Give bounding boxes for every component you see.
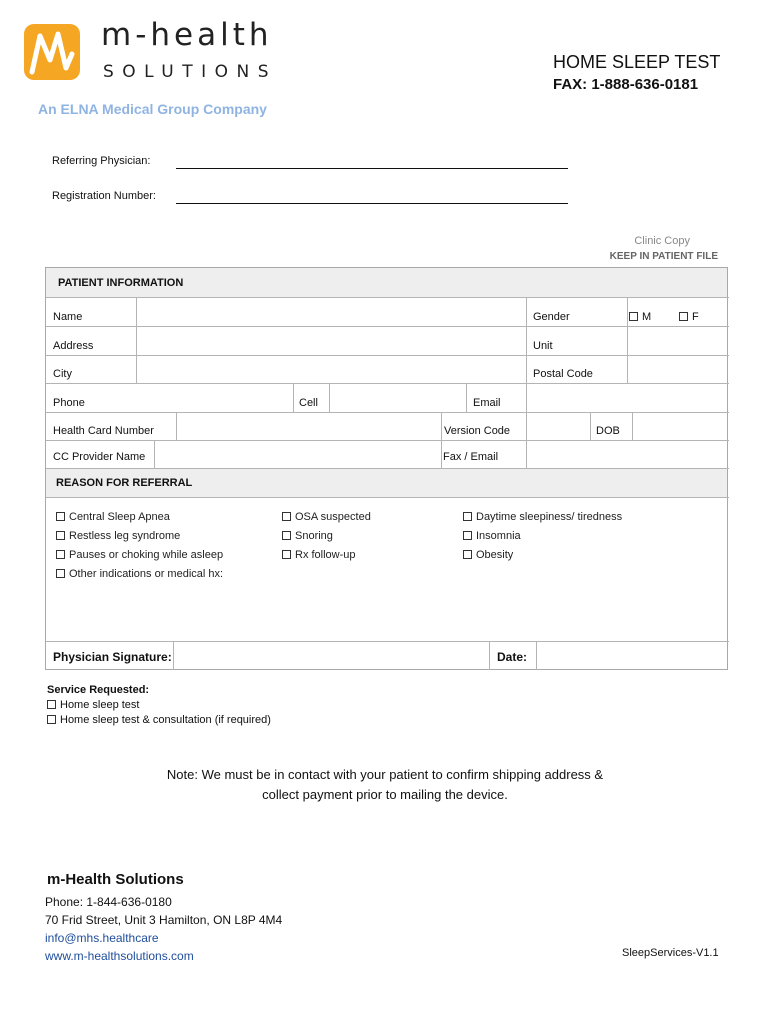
- note-line-1: Note: We must be in contact with your patient to confirm shipping address &: [166, 767, 604, 782]
- gender-label: Gender: [533, 311, 570, 323]
- keep-in-file-label: KEEP IN PATIENT FILE: [609, 251, 718, 262]
- dob-label: DOB: [596, 425, 620, 437]
- reason-restless-leg[interactable]: Restless leg syndrome: [56, 530, 180, 542]
- brand-subtitle: SOLUTIONS: [103, 62, 278, 82]
- phone-input[interactable]: [137, 384, 292, 411]
- reason-pauses-choking[interactable]: Pauses or choking while asleep: [56, 549, 223, 561]
- contact-address: 70 Frid Street, Unit 3 Hamilton, ON L8P 4M4: [45, 913, 283, 927]
- reason-central-sleep-apnea[interactable]: Central Sleep Apnea: [56, 511, 170, 523]
- checkbox-icon[interactable]: [463, 512, 472, 521]
- reason-insomnia[interactable]: Insomnia: [463, 530, 521, 542]
- service-requested-title: Service Requested:: [47, 684, 150, 696]
- reason-daytime-sleepiness[interactable]: Daytime sleepiness/ tiredness: [463, 511, 622, 523]
- dob-input[interactable]: [633, 413, 728, 439]
- patient-form-table: [45, 267, 728, 670]
- name-input[interactable]: [137, 298, 525, 325]
- registration-number-label: Registration Number:: [52, 190, 156, 202]
- registration-number-field[interactable]: [176, 203, 568, 204]
- gender-male-option[interactable]: M: [629, 311, 651, 323]
- form-version: SleepServices-V1.1: [622, 947, 719, 959]
- address-input[interactable]: [137, 327, 525, 354]
- cc-provider-input[interactable]: [155, 441, 440, 467]
- name-label: Name: [53, 311, 83, 323]
- checkbox-icon[interactable]: [56, 550, 65, 559]
- physician-signature-input[interactable]: [174, 642, 488, 669]
- health-card-input[interactable]: [177, 413, 440, 439]
- cell-input[interactable]: [330, 384, 465, 411]
- mhealth-logo-icon: [24, 24, 80, 80]
- reason-osa-suspected[interactable]: OSA suspected: [282, 511, 371, 523]
- clinic-copy-label: Clinic Copy: [634, 235, 690, 247]
- checkbox-icon[interactable]: [56, 569, 65, 578]
- version-code-input[interactable]: [527, 413, 589, 439]
- checkbox-icon[interactable]: [47, 700, 56, 709]
- health-card-label: Health Card Number: [53, 425, 154, 437]
- fax-number: FAX: 1-888-636-0181: [553, 76, 699, 93]
- email-input[interactable]: [527, 384, 728, 411]
- checkbox-icon[interactable]: [282, 512, 291, 521]
- patient-info-title: PATIENT INFORMATION: [58, 277, 184, 289]
- version-code-label: Version Code: [444, 425, 511, 437]
- fax-email-label: Fax / Email: [443, 451, 499, 463]
- physician-signature-label: Physician Signature:: [53, 650, 172, 664]
- female-checkbox[interactable]: [679, 312, 688, 321]
- note-line-2: collect payment prior to mailing the device.: [262, 787, 508, 802]
- gender-female-option[interactable]: F: [679, 311, 699, 323]
- male-checkbox[interactable]: [629, 312, 638, 321]
- referring-physician-field[interactable]: [176, 168, 568, 169]
- contact-phone: Phone: 1-844-636-0180: [45, 895, 172, 909]
- reason-rx-follow-up[interactable]: Rx follow-up: [282, 549, 356, 561]
- email-label: Email: [473, 397, 501, 409]
- reason-snoring[interactable]: Snoring: [282, 530, 333, 542]
- cell-label: Cell: [299, 397, 318, 409]
- checkbox-icon[interactable]: [56, 512, 65, 521]
- address-label: Address: [53, 340, 94, 352]
- contact-email-link[interactable]: info@mhs.healthcare: [45, 931, 159, 945]
- service-option-home-sleep-test[interactable]: Home sleep test: [47, 698, 271, 713]
- unit-label: Unit: [533, 340, 553, 352]
- referring-physician-label: Referring Physician:: [52, 155, 151, 167]
- postal-code-input[interactable]: [628, 356, 728, 382]
- date-label: Date:: [497, 650, 528, 664]
- brand-name: m-health: [101, 17, 273, 53]
- postal-code-label: Postal Code: [533, 368, 593, 380]
- reason-obesity[interactable]: Obesity: [463, 549, 513, 561]
- service-requested: [47, 683, 271, 728]
- tagline: An ELNA Medical Group Company: [38, 101, 267, 117]
- document-title: HOME SLEEP TEST: [553, 52, 721, 72]
- contact-block: [45, 893, 282, 965]
- city-label: City: [53, 368, 72, 380]
- reason-title: REASON FOR REFERRAL: [56, 477, 193, 489]
- phone-label: Phone: [53, 397, 85, 409]
- shipping-note: [0, 765, 770, 805]
- checkbox-icon[interactable]: [282, 550, 291, 559]
- checkbox-icon[interactable]: [463, 531, 472, 540]
- date-input[interactable]: [537, 642, 728, 669]
- organization-name: m-Health Solutions: [47, 871, 184, 888]
- unit-input[interactable]: [628, 327, 728, 354]
- city-input[interactable]: [137, 356, 525, 382]
- cc-provider-label: CC Provider Name: [53, 451, 146, 463]
- service-option-consultation[interactable]: Home sleep test & consultation (if required): [47, 713, 271, 728]
- website-link[interactable]: www.m-healthsolutions.com: [45, 949, 194, 963]
- checkbox-icon[interactable]: [282, 531, 291, 540]
- fax-email-input[interactable]: [527, 441, 728, 467]
- checkbox-icon[interactable]: [56, 531, 65, 540]
- checkbox-icon[interactable]: [463, 550, 472, 559]
- reason-other-indications[interactable]: Other indications or medical hx:: [56, 568, 223, 580]
- checkbox-icon[interactable]: [47, 715, 56, 724]
